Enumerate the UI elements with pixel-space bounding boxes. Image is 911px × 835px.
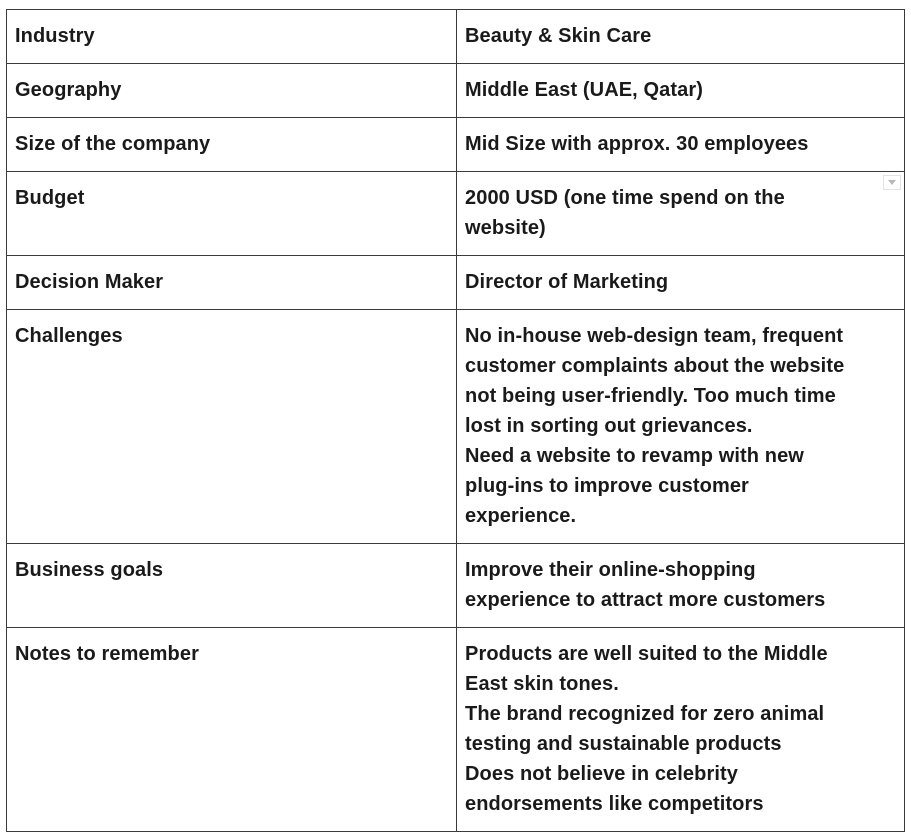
row-value-cell	[457, 64, 905, 118]
table-row	[7, 10, 905, 64]
row-label-cell	[7, 118, 457, 172]
chevron-down-icon[interactable]	[883, 175, 901, 190]
table-row	[7, 118, 905, 172]
row-value-line: Improve their online-shopping	[465, 559, 756, 581]
row-value-line: experience to attract more customers	[465, 589, 826, 611]
row-value-line: No in-house web-design team, frequent	[465, 325, 844, 347]
row-value-line: website)	[465, 217, 546, 239]
row-label-cell	[7, 172, 457, 256]
row-value-cell	[457, 628, 905, 832]
row-value-cell	[457, 544, 905, 628]
row-label-cell	[7, 256, 457, 310]
row-value-cell	[457, 118, 905, 172]
table-row	[7, 256, 905, 310]
row-value-line: customer complaints about the website	[465, 355, 845, 377]
row-value-line: not being user-friendly. Too much time	[465, 385, 836, 407]
info-table-body	[7, 10, 905, 832]
row-value-line: East skin tones.	[465, 673, 619, 695]
row-value-line: lost in sorting out grievances.	[465, 415, 753, 437]
row-label: Decision Maker	[15, 271, 164, 293]
table-row	[7, 310, 905, 544]
row-value-line: plug-ins to improve customer	[465, 475, 749, 497]
row-label-cell	[7, 544, 457, 628]
row-label-cell	[7, 10, 457, 64]
row-value-cell	[457, 310, 905, 544]
row-value-line: endorsements like competitors	[465, 793, 764, 815]
row-value-line: Need a website to revamp with new	[465, 445, 804, 467]
row-value-line: Mid Size with approx. 30 employees	[465, 133, 809, 155]
row-value-cell	[457, 10, 905, 64]
row-label: Challenges	[15, 325, 123, 347]
row-value-line: Does not believe in celebrity	[465, 763, 738, 785]
row-value-cell	[457, 256, 905, 310]
row-label: Notes to remember	[15, 643, 199, 665]
row-value-line: The brand recognized for zero animal	[465, 703, 825, 725]
row-label: Business goals	[15, 559, 164, 581]
row-value-line: 2000 USD (one time spend on the	[465, 187, 785, 209]
row-label: Industry	[15, 25, 95, 47]
row-label-cell	[7, 310, 457, 544]
row-value-line: Products are well suited to the Middle	[465, 643, 828, 665]
row-label: Geography	[15, 79, 122, 101]
row-label: Budget	[15, 187, 85, 209]
row-value-line: testing and sustainable products	[465, 733, 782, 755]
row-label-cell	[7, 628, 457, 832]
row-value-line: Middle East (UAE, Qatar)	[465, 79, 703, 101]
table-row	[7, 544, 905, 628]
row-label-cell	[7, 64, 457, 118]
row-value-line: experience.	[465, 505, 577, 527]
row-value-line: Director of Marketing	[465, 271, 669, 293]
row-label: Size of the company	[15, 133, 211, 155]
table-row	[7, 628, 905, 832]
table-row	[7, 172, 905, 256]
row-value-line: Beauty & Skin Care	[465, 25, 652, 47]
info-table	[6, 9, 905, 832]
table-row	[7, 64, 905, 118]
row-value-cell	[457, 172, 905, 256]
